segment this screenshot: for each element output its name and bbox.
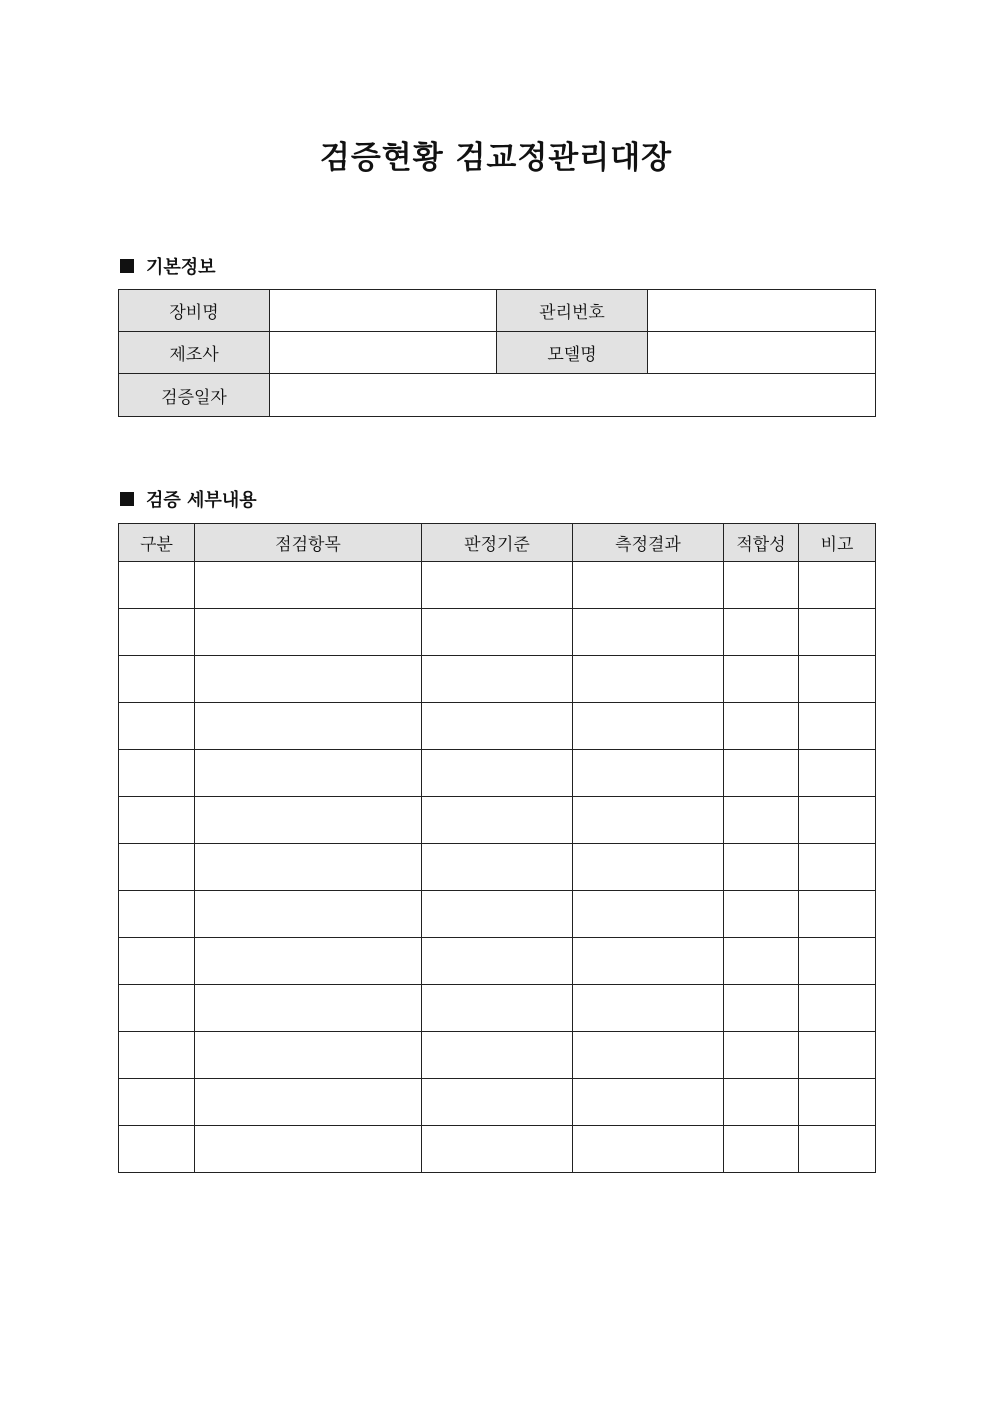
criteria-cell[interactable] (422, 703, 573, 750)
inspection-item-cell[interactable] (195, 797, 422, 844)
management-number-label: 관리번호 (497, 290, 648, 332)
category-cell[interactable] (119, 844, 195, 891)
model-name-field[interactable] (648, 332, 876, 374)
verification-details-table (118, 523, 876, 1173)
section-heading-label: 기본정보 (146, 257, 216, 278)
column-header-remarks: 비고 (799, 524, 876, 562)
category-cell[interactable] (119, 656, 195, 703)
remarks-cell[interactable] (799, 797, 876, 844)
criteria-cell[interactable] (422, 1079, 573, 1126)
remarks-cell[interactable] (799, 1032, 876, 1079)
measurement-cell[interactable] (573, 985, 724, 1032)
table-row (119, 703, 876, 750)
column-header-category: 구분 (119, 524, 195, 562)
measurement-cell[interactable] (573, 609, 724, 656)
suitability-cell[interactable] (724, 609, 799, 656)
black-square-icon (120, 259, 134, 273)
measurement-cell[interactable] (573, 562, 724, 609)
category-cell[interactable] (119, 703, 195, 750)
info-row (119, 374, 876, 417)
table-row (119, 1079, 876, 1126)
table-row (119, 609, 876, 656)
criteria-cell[interactable] (422, 656, 573, 703)
remarks-cell[interactable] (799, 1079, 876, 1126)
remarks-cell[interactable] (799, 703, 876, 750)
category-cell[interactable] (119, 985, 195, 1032)
table-body (119, 562, 876, 1173)
suitability-cell[interactable] (724, 844, 799, 891)
suitability-cell[interactable] (724, 656, 799, 703)
equipment-name-label: 장비명 (119, 290, 270, 332)
inspection-item-cell[interactable] (195, 1079, 422, 1126)
page-title: 검증현황 검교정관리대장 (319, 140, 673, 176)
basic-info-table (118, 289, 876, 417)
inspection-item-cell[interactable] (195, 1126, 422, 1173)
black-square-icon (120, 492, 134, 506)
remarks-cell[interactable] (799, 1126, 876, 1173)
info-row (119, 290, 876, 332)
inspection-item-cell[interactable] (195, 562, 422, 609)
category-cell[interactable] (119, 609, 195, 656)
criteria-cell[interactable] (422, 562, 573, 609)
inspection-item-cell[interactable] (195, 609, 422, 656)
criteria-cell[interactable] (422, 797, 573, 844)
inspection-item-cell[interactable] (195, 985, 422, 1032)
suitability-cell[interactable] (724, 703, 799, 750)
column-header-criteria: 판정기준 (422, 524, 573, 562)
measurement-cell[interactable] (573, 750, 724, 797)
inspection-item-cell[interactable] (195, 1032, 422, 1079)
table-row (119, 1126, 876, 1173)
measurement-cell[interactable] (573, 1032, 724, 1079)
inspection-item-cell[interactable] (195, 938, 422, 985)
criteria-cell[interactable] (422, 938, 573, 985)
suitability-cell[interactable] (724, 985, 799, 1032)
suitability-cell[interactable] (724, 750, 799, 797)
manufacturer-field[interactable] (270, 332, 497, 374)
remarks-cell[interactable] (799, 938, 876, 985)
suitability-cell[interactable] (724, 562, 799, 609)
remarks-cell[interactable] (799, 891, 876, 938)
criteria-cell[interactable] (422, 750, 573, 797)
category-cell[interactable] (119, 891, 195, 938)
category-cell[interactable] (119, 562, 195, 609)
criteria-cell[interactable] (422, 891, 573, 938)
column-header-inspection-item: 점검항목 (195, 524, 422, 562)
suitability-cell[interactable] (724, 1126, 799, 1173)
category-cell[interactable] (119, 797, 195, 844)
model-name-label: 모델명 (497, 332, 648, 374)
table-row (119, 844, 876, 891)
section-heading-label: 검증 세부내용 (146, 490, 257, 511)
inspection-item-cell[interactable] (195, 750, 422, 797)
remarks-cell[interactable] (799, 656, 876, 703)
measurement-cell[interactable] (573, 844, 724, 891)
remarks-cell[interactable] (799, 609, 876, 656)
measurement-cell[interactable] (573, 1126, 724, 1173)
suitability-cell[interactable] (724, 891, 799, 938)
inspection-item-cell[interactable] (195, 891, 422, 938)
table-row (119, 750, 876, 797)
verification-date-label: 검증일자 (119, 374, 270, 417)
remarks-cell[interactable] (799, 985, 876, 1032)
column-header-suitability: 적합성 (724, 524, 799, 562)
measurement-cell[interactable] (573, 703, 724, 750)
table-row (119, 938, 876, 985)
category-cell[interactable] (119, 1126, 195, 1173)
table-row (119, 797, 876, 844)
table-header-row (119, 524, 876, 562)
remarks-cell[interactable] (799, 562, 876, 609)
criteria-cell[interactable] (422, 609, 573, 656)
remarks-cell[interactable] (799, 844, 876, 891)
section-heading-details (120, 486, 257, 512)
category-cell[interactable] (119, 1032, 195, 1079)
criteria-cell[interactable] (422, 844, 573, 891)
measurement-cell[interactable] (573, 1079, 724, 1126)
measurement-cell[interactable] (573, 797, 724, 844)
criteria-cell[interactable] (422, 1032, 573, 1079)
category-cell[interactable] (119, 750, 195, 797)
category-cell[interactable] (119, 1079, 195, 1126)
info-row (119, 332, 876, 374)
equipment-name-field[interactable] (270, 290, 497, 332)
measurement-cell[interactable] (573, 938, 724, 985)
manufacturer-label: 제조사 (119, 332, 270, 374)
suitability-cell[interactable] (724, 938, 799, 985)
measurement-cell[interactable] (573, 891, 724, 938)
category-cell[interactable] (119, 938, 195, 985)
remarks-cell[interactable] (799, 750, 876, 797)
inspection-item-cell[interactable] (195, 656, 422, 703)
table-row (119, 985, 876, 1032)
section-heading-basic-info (120, 253, 216, 279)
suitability-cell[interactable] (724, 797, 799, 844)
inspection-item-cell[interactable] (195, 703, 422, 750)
criteria-cell[interactable] (422, 1126, 573, 1173)
management-number-field[interactable] (648, 290, 876, 332)
table-row (119, 656, 876, 703)
verification-date-field[interactable] (270, 374, 876, 417)
table-row (119, 1032, 876, 1079)
suitability-cell[interactable] (724, 1079, 799, 1126)
suitability-cell[interactable] (724, 1032, 799, 1079)
inspection-item-cell[interactable] (195, 844, 422, 891)
column-header-measurement: 측정결과 (573, 524, 724, 562)
table-row (119, 891, 876, 938)
criteria-cell[interactable] (422, 985, 573, 1032)
table-row (119, 562, 876, 609)
measurement-cell[interactable] (573, 656, 724, 703)
